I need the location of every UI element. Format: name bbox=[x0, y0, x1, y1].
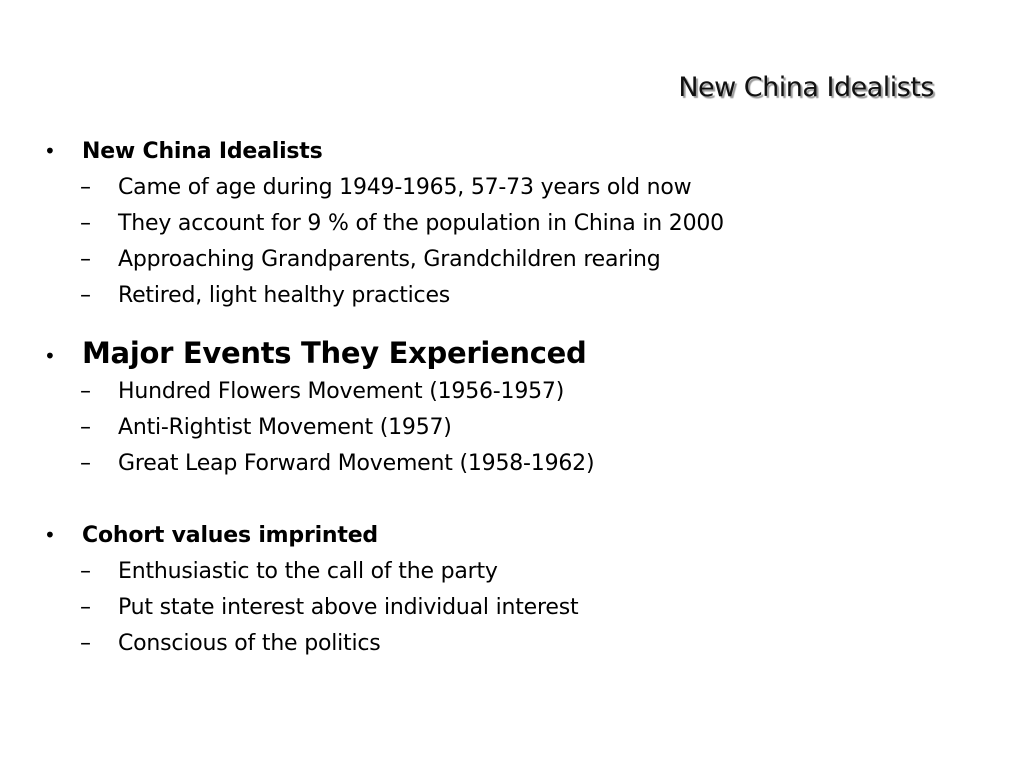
section-new-china-idealists bbox=[42, 134, 1002, 314]
dash-marker: – bbox=[80, 415, 91, 440]
sub-bullet-text: They account for 9 % of the population in China in 2000 bbox=[118, 211, 724, 236]
sub-bullet-text: Came of age during 1949-1965, 57-73 years old now bbox=[118, 175, 692, 200]
sub-bullet-text: Approaching Grandparents, Grandchildren rearing bbox=[118, 247, 661, 272]
section-major-events bbox=[42, 332, 1002, 482]
bullet-marker: • bbox=[44, 344, 56, 368]
sub-bullet-item bbox=[42, 410, 1002, 446]
bullet-marker: • bbox=[44, 523, 56, 547]
sub-bullet-text: Retired, light healthy practices bbox=[118, 283, 451, 308]
sub-bullet-list bbox=[42, 374, 1002, 482]
slide-title: New China Idealists bbox=[678, 72, 934, 103]
sub-bullet-item bbox=[42, 446, 1002, 482]
sub-bullet-text: Hundred Flowers Movement (1956-1957) bbox=[118, 379, 565, 404]
spacer bbox=[42, 482, 1002, 518]
sub-bullet-item bbox=[42, 206, 1002, 242]
dash-marker: – bbox=[80, 631, 91, 656]
sub-bullet-list bbox=[42, 170, 1002, 314]
bullet-heading-row bbox=[42, 332, 1002, 374]
section-heading: New China Idealists bbox=[82, 139, 323, 164]
dash-marker: – bbox=[80, 595, 91, 620]
section-cohort-values bbox=[42, 518, 1002, 662]
sub-bullet-text: Enthusiastic to the call of the party bbox=[118, 559, 498, 584]
sub-bullet-item bbox=[42, 626, 1002, 662]
sub-bullet-item bbox=[42, 170, 1002, 206]
section-heading: Cohort values imprinted bbox=[82, 523, 378, 548]
dash-marker: – bbox=[80, 247, 91, 272]
sub-bullet-list bbox=[42, 554, 1002, 662]
dash-marker: – bbox=[80, 451, 91, 476]
sub-bullet-item bbox=[42, 554, 1002, 590]
dash-marker: – bbox=[80, 211, 91, 236]
dash-marker: – bbox=[80, 175, 91, 200]
bullet-heading-row bbox=[42, 134, 1002, 170]
dash-marker: – bbox=[80, 559, 91, 584]
sub-bullet-text: Put state interest above individual interest bbox=[118, 595, 579, 620]
sub-bullet-item bbox=[42, 374, 1002, 410]
slide-body bbox=[42, 134, 1002, 662]
sub-bullet-text: Conscious of the politics bbox=[118, 631, 381, 656]
bullet-marker: • bbox=[44, 139, 56, 163]
sub-bullet-text: Anti-Rightist Movement (1957) bbox=[118, 415, 452, 440]
dash-marker: – bbox=[80, 283, 91, 308]
dash-marker: – bbox=[80, 379, 91, 404]
sub-bullet-text: Great Leap Forward Movement (1958-1962) bbox=[118, 451, 595, 476]
bullet-heading-row bbox=[42, 518, 1002, 554]
sub-bullet-item bbox=[42, 278, 1002, 314]
spacer bbox=[42, 314, 1002, 332]
sub-bullet-item bbox=[42, 590, 1002, 626]
sub-bullet-item bbox=[42, 242, 1002, 278]
section-heading: Major Events They Experienced bbox=[82, 336, 587, 370]
